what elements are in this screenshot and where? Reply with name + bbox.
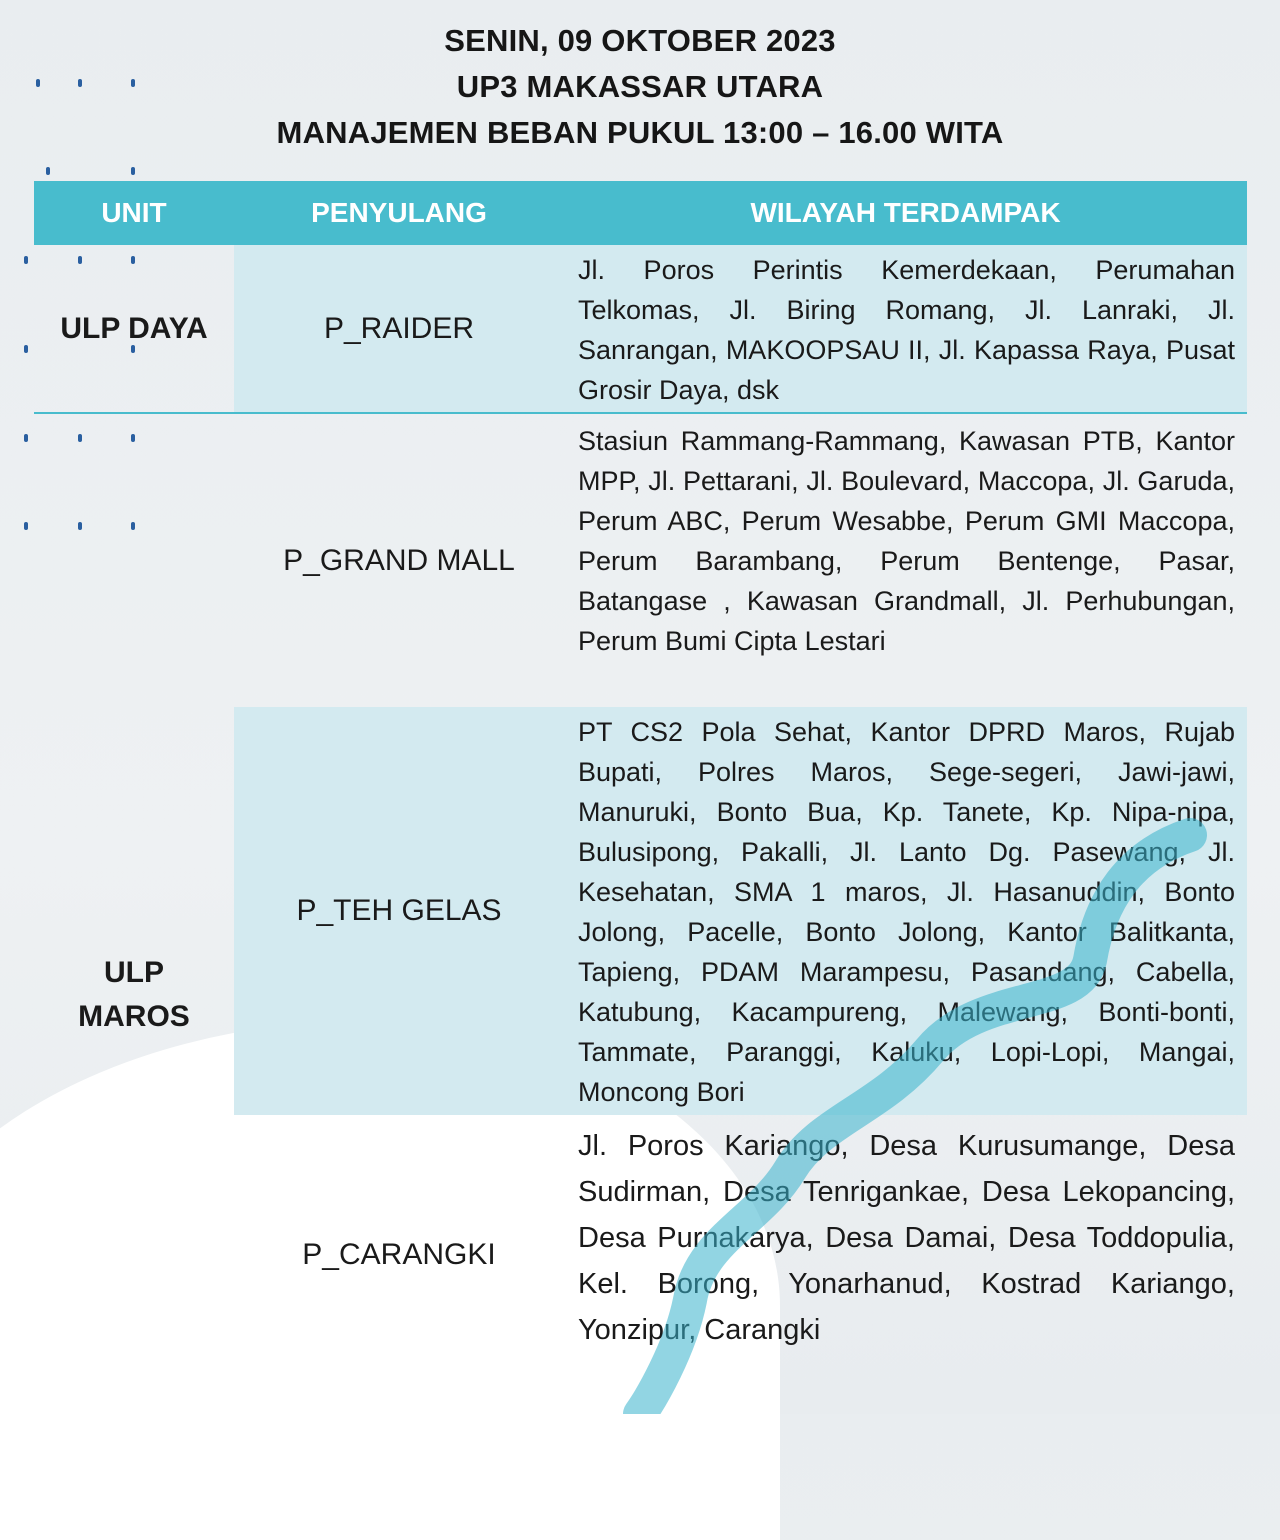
schedule-heading: MANAJEMEN BEBAN PUKUL 13:00 – 16.00 WITA <box>276 115 1004 150</box>
unit-name: ULP DAYA <box>60 311 208 345</box>
page-header <box>0 18 1280 156</box>
area-cell: PT CS2 Pola Sehat, Kantor DPRD Maros, Rujab Bupati, Polres Maros, Sege-segeri, Jawi-jawi, Manuruki, Bonto Bua, Kp. Tanete, Kp. Nipa-nipa, Bulusipong, Pakalli, Jl. Lanto Dg. Pasewang, Jl. Kesehatan, SMA 1 maros, Jl. Hasanuddin, Bonto Jolong, Pacelle, Bonto Jolong, Kantor Balitkanta, Tapieng, PDAM Marampesu, Pasandang, Cabella, Katubung, Kacampureng, Malewang, Bonti-bonti, Tammate, Paranggi, Kaluku, Lopi-Lopi, Mangai, Moncong Bori <box>564 707 1247 1115</box>
date-heading: SENIN, 09 OKTOBER 2023 <box>444 23 836 58</box>
unit-name: ULP MAROS <box>78 955 190 1033</box>
unit-cell <box>34 245 234 412</box>
feeder-cell: P_RAIDER <box>234 245 564 412</box>
unit-heading: UP3 MAKASSAR UTARA <box>456 69 824 104</box>
table-header <box>34 181 1247 245</box>
area-cell: Jl. Poros Perintis Kemerdekaan, Perumahan Telkomas, Jl. Biring Romang, Jl. Lanraki, Jl. Sanrangan, MAKOOPSAU II, Jl. Kapassa Raya, Pusat Grosir Daya, dsk <box>564 245 1247 412</box>
table-row <box>234 414 1247 707</box>
table-row <box>34 245 1247 414</box>
table-group <box>34 414 1247 1395</box>
area-cell: Jl. Poros Kariango, Desa Kurusumange, Desa Sudirman, Desa Tenrigankae, Desa Lekopancing, Desa Purnakarya, Desa Damai, Desa Toddopulia, Kel. Borong, Yonarhanud, Kostrad Kariango, Yonzipur, Carangki <box>578 1130 1235 1346</box>
feeder-cell: P_TEH GELAS <box>234 707 564 1115</box>
feeder-cell: P_CARANGKI <box>302 1238 496 1271</box>
outage-table <box>34 181 1247 1395</box>
area-cell: Stasiun Rammang-Rammang, Kawasan PTB, Kantor MPP, Jl. Pettarani, Jl. Boulevard, Maccopa, Jl. Garuda, Perum ABC, Perum Wesabbe, Perum GMI Maccopa, Perum Barambang, Perum Bentenge, Pasar, Batangase , Kawasan Grandmall, Jl. Perhubungan, Perum Bumi Cipta Lestari <box>578 426 1235 656</box>
table-row <box>234 707 1247 1115</box>
column-header-feeder: PENYULANG <box>311 197 487 228</box>
column-header-area: WILAYAH TERDAMPAK <box>750 197 1061 228</box>
unit-cell <box>34 414 234 1395</box>
table-row <box>234 1115 1247 1395</box>
column-header-unit: UNIT <box>101 197 167 228</box>
feeder-cell: P_GRAND MALL <box>283 543 515 577</box>
